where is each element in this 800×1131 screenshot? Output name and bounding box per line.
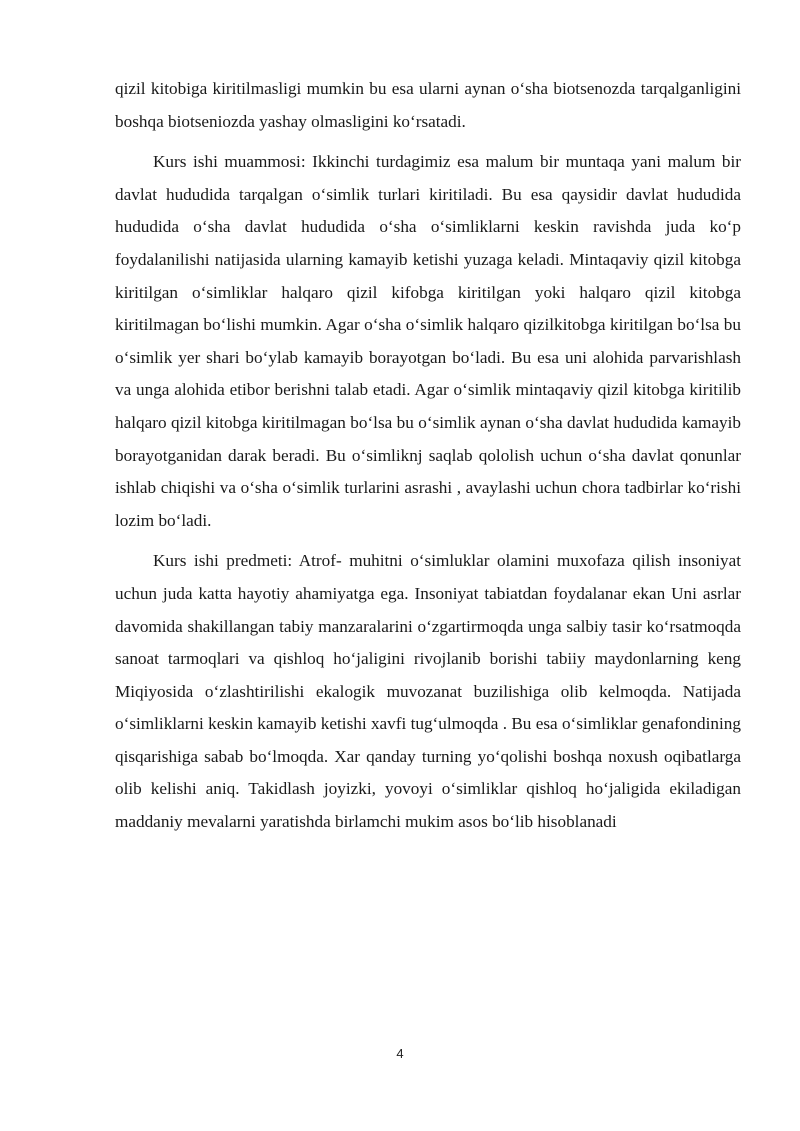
paragraph-continuation: qizil kitobiga kiritilmasligi mumkin bu esa ularni aynan o‘sha biotsenozda tarqalganligini boshqa biotseniozda yashay olmasligini ko‘rsatadi. [115, 79, 741, 131]
paragraph-kurs-ishi-predmeti: Kurs ishi predmeti: Atrof- muhitni o‘simluklar olamini muxofaza qilish insoniyat uchun juda katta hayotiy ahamiyatga ega. Insoniyat tabiatdan foydalanar ekan Uni asrlar davomida shakillangan tabiy manzaralarini o‘zgartirmoqda unga salbiy tasir ko‘rsatmoqda sanoat tarmoqlari va qishloq ho‘jaligini rivojlanib borishi tabiiy maydonlarning keng Miqiyosida o‘zlashtirilishi ekalogik muvozanat buzilishiga olib kelmoqda. Natijada o‘simliklarni keskin kamayib ketishi xavfi tug‘ulmoqda . Bu esa o‘simliklar genafondining qisqarishiga sabab bo‘lmoqda. Xar qanday turning yo‘qolishi boshqa noxush oqibatlarga olib kelishi aniq. Takidlash joyizki, yovoyi o‘simliklar qishloq ho‘jaligida ekiladigan maddaniy mevalarni yaratishda birlamchi mukim asos bo‘lib hisoblanadi [115, 551, 741, 832]
page-number: 4 [396, 1046, 404, 1061]
paragraph-kurs-ishi-muammosi: Kurs ishi muammosi: Ikkinchi turdagimiz esa malum bir muntaqa yani malum bir davlat hududida tarqalgan o‘simlik turlari kiritiladi. Bu esa qaysidir davlat hududida hududida o‘sha davlat hududida o‘sha o‘simliklarni keskin ravishda juda ko‘p foydalanilishi natijasida ularning kamayib ketishi yuzaga keladi. Mintaqaviy qizil kitobga kiritilgan o‘simliklar halqaro qizil kifobga kiritilgan yoki halqaro qizil kitobga kiritilmagan bo‘lishi mumkin. Agar o‘sha o‘simlik halqaro qizilkitobga kiritilgan bo‘lsa bu o‘simlik yer shari bo‘ylab kamayib borayotgan bo‘ladi. Bu esa uni alohida parvarishlash va unga alohida etibor berishni talab etadi. Agar o‘simlik mintaqaviy qizil kitobga kiritilib halqaro qizil kitobga kiritilmagan bo‘lsa bu o‘simlik aynan o‘sha davlat hududida kamayib borayotganidan darak beradi. Bu o‘simliknj saqlab qololish uchun o‘sha davlat qonunlar ishlab chiqishi va o‘sha o‘simlik turlarini asrashi , avaylashi uchun chora tadbirlar ko‘rishi lozim bo‘ladi. [115, 152, 741, 530]
document-body [115, 73, 741, 847]
